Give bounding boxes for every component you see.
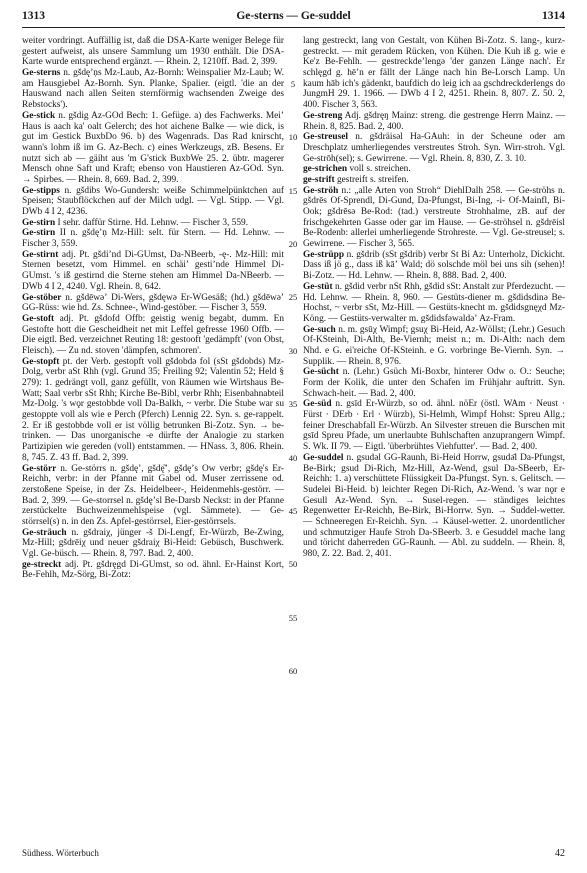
line-number: 35: [288, 399, 298, 410]
dictionary-entry: [303, 36, 565, 111]
line-number: 25: [288, 292, 298, 303]
line-number: 55: [288, 612, 298, 623]
line-number: 50: [288, 559, 298, 570]
entry-text: gestreift s. streifen.: [334, 174, 409, 185]
entry-headword: Ge-störr: [22, 463, 57, 474]
footer-page-number: 42: [555, 848, 565, 859]
dictionary-entry: [22, 560, 284, 581]
dictionary-entry: [22, 228, 284, 249]
entry-text: n. Ge-störrs n. gšdęʼ, gšdę͂ʼ, gšdęʼs Ow verbr; gšdę's Er-Reichh, verbr: in der Pfanne mit Gabel od. Muser zerrissene od. zerstoßene Speise, in der Zs. Heidelbeer-, Heidenmehls-gestörr. — Bad. 2, 399. — Ge-storrsel n. gšdęʼsl Be-Darsb Neckst: in der Pfanne zerstückelte Buchweizenmehlspeise (vgl. Sämmete). — Ge-störrsel(s) n. in den Zs. Apfel-gestörrsel, Eier-gestörrsels.: [22, 463, 284, 527]
page-number-right: 1314: [542, 10, 565, 22]
entry-text: n. gšdräisǝl Ha-GAuh: in der Scheune oder am Dreschplatz umherliegendes verstreutes Stroh. Syn. Wirr-stroh. Vgl. Ge-strōh(sel); s. Gewirrene. — Vgl. Rhein. 8, 830, Z. 3. 10.: [303, 132, 565, 164]
entry-headword: Ge-sträuch: [22, 527, 67, 538]
entry-headword: ge-strichen: [303, 164, 348, 175]
line-number: 30: [288, 345, 298, 356]
line-number: 20: [288, 238, 298, 249]
entry-headword: ge-strift: [303, 174, 335, 185]
dictionary-entry: [22, 357, 284, 464]
dictionary-entry: [303, 250, 565, 282]
dictionary-entry: [22, 528, 284, 560]
dictionary-entry: [22, 250, 284, 293]
dictionary-entry: [22, 218, 284, 229]
dictionary-entry: [22, 111, 284, 186]
entry-text: II n. gšdęʼṇ Mz-Hill: selt. für Stern. — Hd. Lehnw. — Fischer 3, 559.: [22, 228, 284, 250]
entry-headword: Ge-stipps: [22, 185, 60, 196]
dictionary-entry: [22, 36, 284, 68]
entry-text: n. gsudǝl GG-Raunh, Bi-Heid Horrw, gsudǝ̄l Da-Pfungst, Be-Birk; gsud Di-Rich, Mz-Hill, Az-Wend, gsul Da-SBeerb, Er-Reichh: 1. a) verschüttete Flüssigkeit Da-Pfungst. Syn. s. Gelitsch. — Sudelei Bi-Heid. b) leichter Regen Di-Rich, Az-Wend. 's war nǫr e Gesull Az-Wend. Syn. → Susel-regen. — ständiges leichtes Regenwetter Er-Reichh, Be-Birk, Bi-Horrw. Syn. → Suddel-wetter. — Schneeregen Er-Reichh. Syn. → Käusel-wetter. 2. unordentlicher und schmutziger Haufe Stroh Da-SBeerb. 3. e Gesuddel mache lang und töricht daherreden GG-Raunh. — Abl. zu suddeln. — Rhein. 8, 980, Z. 22. Bad. 2, 401.: [303, 452, 565, 559]
entry-text: weiter vordringt. Auffällig ist, daß die DSA-Karte weniger Belege für gestert aufweist, als unsere Sammlung um 1930 enthält. Die DSA-Karte wurde entsprechend ergänzt. — Rhein. 2, 1210ff. Bad. 2, 399.: [22, 36, 284, 68]
footer-publication: Südhess. Wörterbuch: [22, 848, 99, 858]
entry-headword: Ge-stopft: [22, 356, 60, 367]
entry-text: Adj. gšdręŋ Mainz: streng. die gestrenge Herrn Mainz. — Rhein. 8, 825. Bad. 2, 400.: [303, 110, 565, 132]
dictionary-entry: [303, 164, 565, 175]
entry-headword: Ge-stüt: [303, 281, 333, 292]
dictionary-entry: [303, 282, 565, 325]
entry-text: adj. Pt. gšdręgd Di-GUmst, so od. ähnl. Er-Hainst Kort, Be-Fehlh, Mz-Sörg, Bi-Zotz:: [22, 559, 284, 581]
dictionary-entry: [303, 399, 565, 452]
dictionary-entry: [303, 325, 565, 368]
entry-headword: Ge-stoft: [22, 313, 55, 324]
line-number: 40: [288, 452, 298, 463]
entry-headword: Ge-stöber: [22, 292, 62, 303]
left-column: [22, 36, 284, 581]
line-number: 5: [290, 78, 296, 89]
running-head: Ge-sterns — Ge-suddel: [236, 10, 351, 22]
entry-text: adj. Pt. gšdiʼnd Di-GUmst, Da-NBeerb, -ę-. Mz-Hill: mit Sternen besetzt, vom Himmel. en schäiʼ gestiʼnde Himmel Di-GUmst. 's iß gestirnd die Sterne stehen am Himmel Da-NBeerb. — DWb 4 I 2, 4240. Vgl. Rhein. 8, 642.: [22, 249, 284, 292]
entry-headword: Ge-stick: [22, 110, 56, 121]
dictionary-entry: [303, 367, 565, 399]
entry-text: n. gšdrib (sSt gšdrib) verbr St Bi Az: Unterholz, Dickicht. Dass iß jö g., dass iß kāʼ Wald; dö solschde möl bei uns sih (sehen)! Bi-Zotz. — Hd. Lehnw. — Rhein. 8, 888. Bad. 2, 400.: [303, 249, 565, 282]
line-number: 10: [288, 132, 298, 143]
entry-headword: Ge-streng: [303, 110, 343, 121]
dictionary-entry: [22, 68, 284, 111]
entry-headword: Ge-ströh: [303, 185, 339, 196]
entry-text: n. m. gsūχ Wimpf; gsuχ Bi-Heid, Az-Wöllst; (Lehr.) Gesuch Of-KSteinh, Di-Alth, Be-Viernh; meist n.; m. Di-Alth: nach dem Nhd. e G. ei'reiche Of-KSteinh. e G. vorbringe Be-Viernh. Syn. → Supplik. — Rhein. 8, 976.: [303, 324, 565, 367]
entry-text: n.: „alle Arten von Stroh“ DiehlDalh 258. — Ge-ströhs n. gšdrēs Of-Sprendl, Di-Gund, Da-Pfungst, Bi-Ing, -i- Of-Mainfl, Bi-Ook; gšdrēsǝ Be-Rod: (tad.) verstreute Strohhalme, zB. auf der frischgekehrten Gasse oder gar im Hause. — Ge-ströhsel n. gšdrēisl Be-Rodenb: allerlei umherliegende Strohreste. — Vgl. Ge-streusel; s. Gewirrene. — Fischer 3, 565.: [303, 185, 565, 250]
entry-text: n. gšdēwǝʼ Di-Wers, gšdęwǝ Er-WGesäß; (hd.) gšdēwǝʼ GG-Rüss: wie hd. Zs. Schnee-, Wind-gestöber. — Fischer 3, 559.: [22, 292, 284, 314]
entry-headword: Ge-stirn: [22, 228, 56, 239]
header-rule: [22, 27, 565, 28]
dictionary-entry: [22, 314, 284, 357]
entry-text: adj. Pt. gšdofd Offb: geistig wenig begabt, dumm. En Gestofte hott die Gescheidheit net mit Leffel gefresse 1960 Offb. — Die eigtl. Bed. verzeichnet Reuting 18: gestooft 'gedämpft' (von Obst, Fleisch). — Zu nd. stoven 'dämpfen, schmoren'.: [22, 313, 284, 356]
entry-text: n. gšdęʼṇs Mz-Laub, Az-Bornh: Weinspalier Mz-Laub; W. am Hausgiebel Az-Bornh. Syn. Planke, Spalier. (eigtl. 'die an der Hauswand nach allen Seiten sternförmig wachsenden Zweige des Rebstocks').: [22, 68, 284, 111]
dictionary-entry: [22, 293, 284, 314]
dictionary-entry: [22, 186, 284, 218]
entry-headword: Ge-suddel: [303, 452, 344, 463]
entry-headword: ge-streckt: [22, 559, 62, 570]
entry-headword: Ge-stirnt: [22, 249, 59, 260]
entry-text: n. gšdid verbr nSt Rhh, gšdid sSt: Anstalt zur Pferdezucht. — Hd. Lehnw. — Rhein. 8, 960. — Gestüts-diener m. gšdidsdinǝ Be-Hochst, ~ verbr sSt, Mz-Hill. — Gestüts-knecht m. gšdidsgnęχd Mz-Köng. — Gestüts-verwalter m. gšdidsfǝwaldǝʼ Az-Fram.: [303, 281, 565, 324]
dictionary-entry: [303, 186, 565, 250]
entry-headword: Ge-strüpp: [303, 249, 345, 260]
entry-headword: Ge-sterns: [22, 68, 61, 79]
entry-text: n. gšdraiχ, jünger -š Di-Lengf, Er-Würzb, Be-Zwing, Mz-Hill; gšdrēiχ und neuer gšdraiχ Bi-Heid: Gebüsch, Buschwerk. Vgl. Ge-büsch. — Rhein. 8, 797. Bad. 2, 400.: [22, 527, 284, 559]
dictionary-entry: [303, 175, 565, 186]
entry-text: I sehr. daffür Stirne. Hd. Lehnw. — Fischer 3, 559.: [55, 217, 249, 228]
entry-text: n. gsīd Er-Würzb, so od. ähnl. nöEr (östl. WAm · Neust · Fürst · DErb · Erl · Würzb), Si-Helmh, Wimpf Hohst: Spreu Allg.; feiner Dreschabfall Er-Würzb. An Silvester streuen die Burschen mit gsīd Spreu Pfade, um unerlaubte Buhlschaften anzuprangern Wimpf. S. Wk. II 79. — Eigtl. 'überbrühtes Viehfutter'. — Bad. 2, 400.: [303, 399, 565, 453]
dictionary-entry: [303, 132, 565, 164]
dictionary-entry: [22, 464, 284, 528]
entry-text: n. gšdibs Wo-Gundersh: weiße Schimmelpünktchen auf Speisen; Staubflöckchen auf der Milch udgl. — Vgl. Stipp. — Vgl. DWb 4 I 2, 4236.: [22, 185, 284, 217]
entry-headword: Ge-such: [303, 324, 336, 335]
entry-text: n. (Lehr.) Gsüch Mi-Boxbr, hinterer Odw o. O.: Seuche; Form der Kolik, die unter den Schafen im Frühjahr auftritt. Syn. Schwach-heit. — Bad. 2, 400.: [303, 367, 565, 399]
entry-headword: Ge-streusel: [303, 132, 348, 143]
line-number: 15: [288, 185, 298, 196]
entry-text: voll s. streichen.: [347, 164, 411, 175]
dictionary-entry: [303, 111, 565, 132]
entry-text: n. gšdig Az-GOd Bech: 1. Gefüge. a) des Fachwerks. Meiʼ Haus is aach ka' oalt Gelerch; des hot aichene Balke — wie dick, is gut im Gestick BuxbDo 96. b) des Wagenrads. Das Rad knirscht, wann's lohm iß im G. Az-Bech. c) eines Werkzeugs, zB. Besens. Er nutzt sich ab — gäiht aus 'm G'stick BuxbWe 25. 2. übtr. magerer Mensch ohne Saft und Kraft; ebenso von Haustieren Az-GOd. Syn. → Spirbes. — Rhein. 8, 669. Bad. 2, 399.: [22, 110, 284, 185]
entry-headword: Ge-sücht: [303, 367, 339, 378]
page-number-left: 1313: [22, 10, 45, 22]
line-number: 60: [288, 666, 298, 677]
right-column: [303, 36, 565, 560]
entry-text: lang gestreckt, lang von Gestalt, von Kühen Bi-Zotz. S. lang-, kurz-gestreckt. — mit geradem Rücken, von Kühen. Die Kuh iß g. wie e Ke'z Be-Fehlh. — gestreckdeʼlengǝ 'der ganzen Länge nach'. Er schlęgd g. hēʼn er fällt der Länge nach hin Be-Lorsch Lamp. Un kaum hāb ich's gädenkt, baufdich do leig ich aa gschdreckderlengs do JungmH 29. 1. 1966. — DWb 4 I 2, 4251. Rhein. 8, 807. Z. 50. 2, 400. Fischer 3, 563.: [303, 36, 565, 111]
line-number: 45: [288, 505, 298, 516]
dictionary-entry: [303, 453, 565, 560]
entry-headword: Ge-süd: [303, 399, 332, 410]
entry-text: pt. der Verb. gestopft voll gšdobdǝ fol (sSt gšdobds) Mz-Dolg, verbr aSt Rhh (vgl. Grund 35; Freiling 92; Valentin 52; Held § 279): 1. gedrängt voll, ganz gefüllt, von Räumen wie Wirtshaus Be-Watt; Saal verbr sSt Rhh; Kirche Be-Bibl, verbr Rhh; Eisenbahnabteil Mz-Dolg. 's wǫr gestobbde voll Da-Balkh, ~ verbr. Die Stube war su gestoppte voll als wie e Perch (Pferch) Lennig 22. Syn. s. ge-rappelt. 2. Er iß gestobbde voll er ist völlig betrunken Bi-Zotz. Syn. → be-trinken. — Das unorganische -e dürfte der Analogie zu starken Partizipien wie gereden (voll) entstammen. — HNass. 3, 806. Rhein. 8, 745. Z. 43 ff. Bad. 2, 399.: [22, 356, 284, 463]
entry-headword: Ge-stirn: [22, 217, 56, 228]
